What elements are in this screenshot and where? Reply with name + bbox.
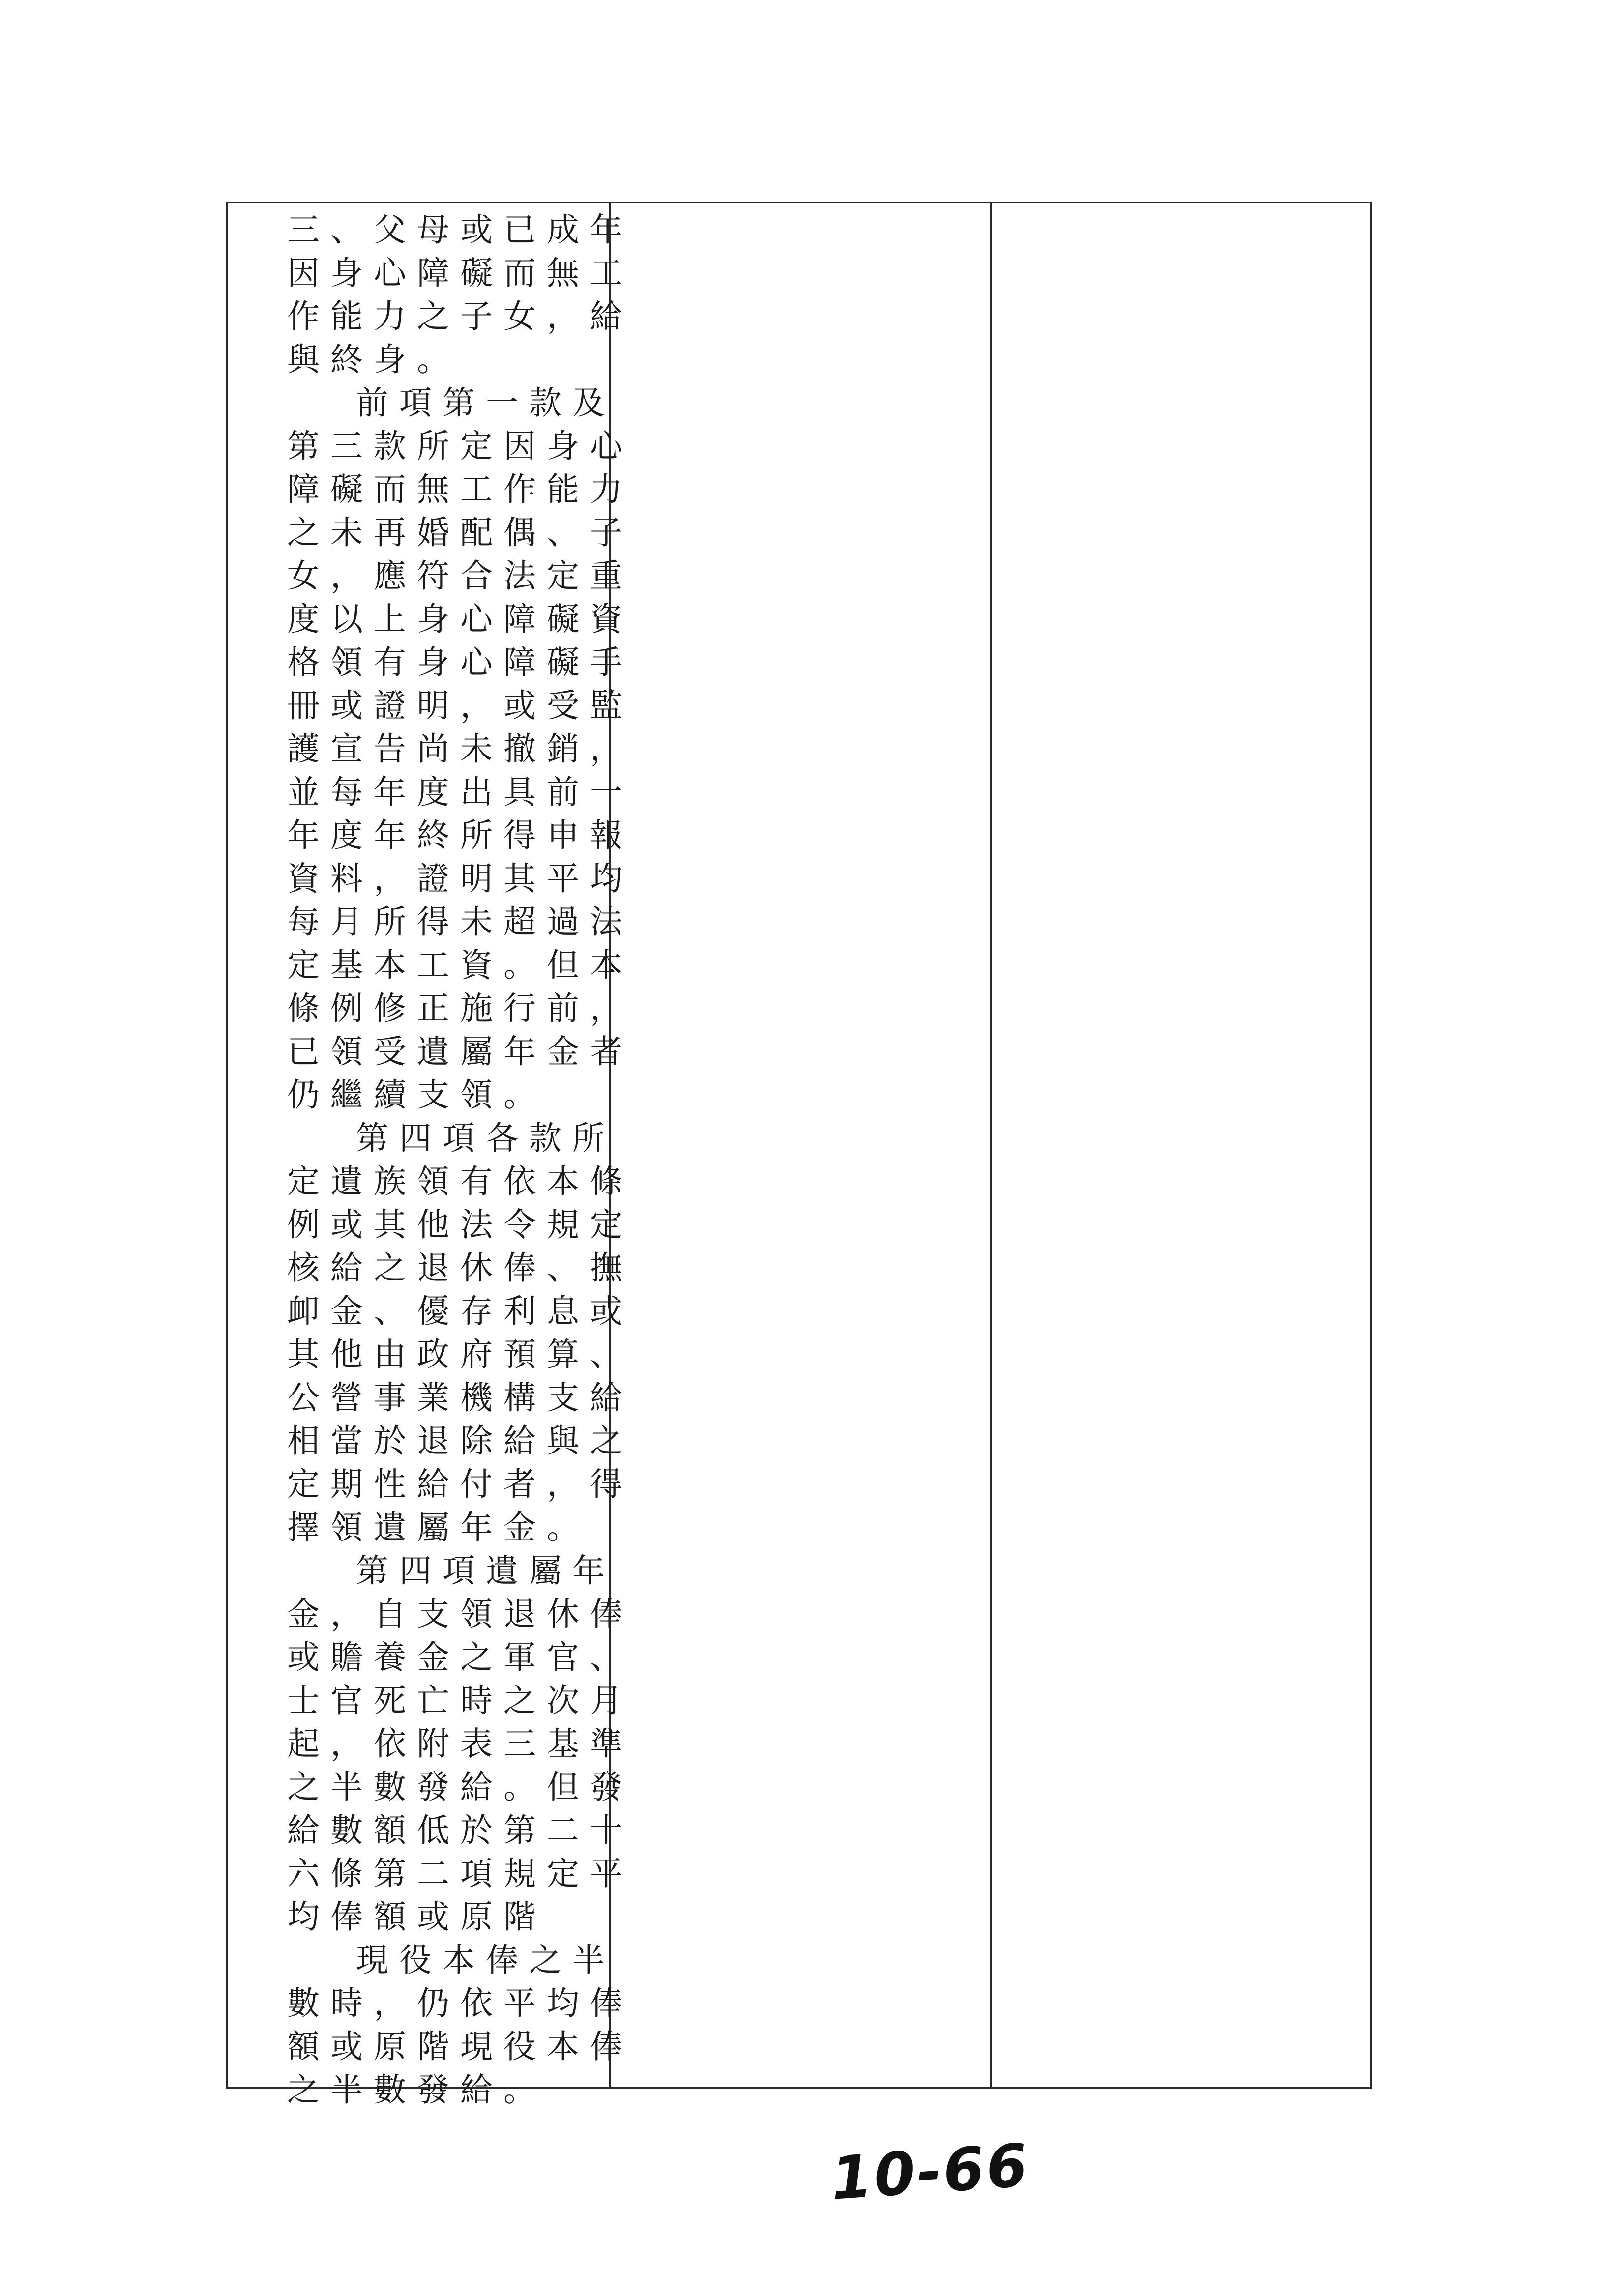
text-line: 度以上身心障礙資: [287, 600, 633, 638]
text-line: 第四項各款所: [356, 1119, 616, 1157]
text-line: 障礙而無工作能力: [287, 470, 633, 508]
text-line: 卹金、優存利息或: [287, 1292, 633, 1330]
text-line: 其他由政府預算、: [287, 1336, 633, 1373]
right-column: [992, 203, 1370, 2087]
text-line: 之未再婚配偶、子: [287, 514, 633, 552]
text-line: 士官死亡時之次月: [287, 1682, 633, 1719]
text-line: 已領受遺屬年金者: [287, 1033, 633, 1071]
text-line: 年度年終所得申報: [287, 816, 633, 854]
text-line: 六條第二項規定平: [287, 1855, 633, 1892]
text-line: 與終身。: [287, 341, 460, 378]
text-line: 現役本俸之半: [356, 1941, 616, 1979]
text-line: 公營事業機構支給: [287, 1379, 633, 1417]
text-line: 額或原階現役本俸: [287, 2028, 633, 2065]
text-line: 數時，仍依平均俸: [287, 1984, 633, 2022]
text-line: 之半數發給。但發: [287, 1768, 633, 1806]
text-line: 定基本工資。但本: [287, 946, 633, 984]
text-line: 第三款所定因身心: [287, 427, 633, 465]
text-line: 給數額低於第二十: [287, 1811, 633, 1849]
text-line: 因身心障礙而無工: [287, 254, 633, 292]
text-line: 女，應符合法定重: [287, 557, 633, 595]
text-line: 格領有身心障礙手: [287, 643, 633, 681]
text-line: 或贍養金之軍官、: [287, 1638, 633, 1676]
text-line: 冊或證明，或受監: [287, 687, 633, 725]
left-column: [228, 203, 633, 2109]
text-line: 並每年度出具前一: [287, 773, 633, 811]
text-line: 定期性給付者，得: [287, 1465, 633, 1503]
document-table: [226, 202, 1372, 2109]
text-line: 第四項遺屬年: [356, 1552, 616, 1590]
text-line: 前項第一款及: [356, 384, 616, 422]
text-line: 資料，證明其平均: [287, 860, 633, 898]
text-line: 擇領遺屬年金。: [287, 1509, 590, 1546]
middle-column: [611, 203, 992, 2087]
text-line: 定遺族領有依本條: [287, 1163, 633, 1200]
text-line: 均俸額或原階: [287, 1898, 547, 1936]
text-line: 三、父母或已成年: [287, 211, 633, 249]
text-line: 核給之退休俸、撫: [287, 1249, 633, 1287]
text-line: 起，依附表三基準: [287, 1725, 633, 1763]
page-number: 10-66: [828, 2131, 1032, 2213]
text-line: 例或其他法令規定: [287, 1206, 633, 1244]
text-line: 仍繼續支領。: [287, 1076, 547, 1114]
text-line: 護宣告尚未撤銷，: [287, 730, 633, 768]
text-line: 每月所得未超過法: [287, 903, 633, 941]
text-line: 作能力之子女，給: [287, 297, 633, 335]
text-line: 條例修正施行前，: [287, 989, 633, 1027]
text-line: 之半數發給。: [287, 2071, 547, 2109]
text-line: 金，自支領退休俸: [287, 1595, 633, 1633]
text-line: 相當於退除給與之: [287, 1422, 633, 1460]
